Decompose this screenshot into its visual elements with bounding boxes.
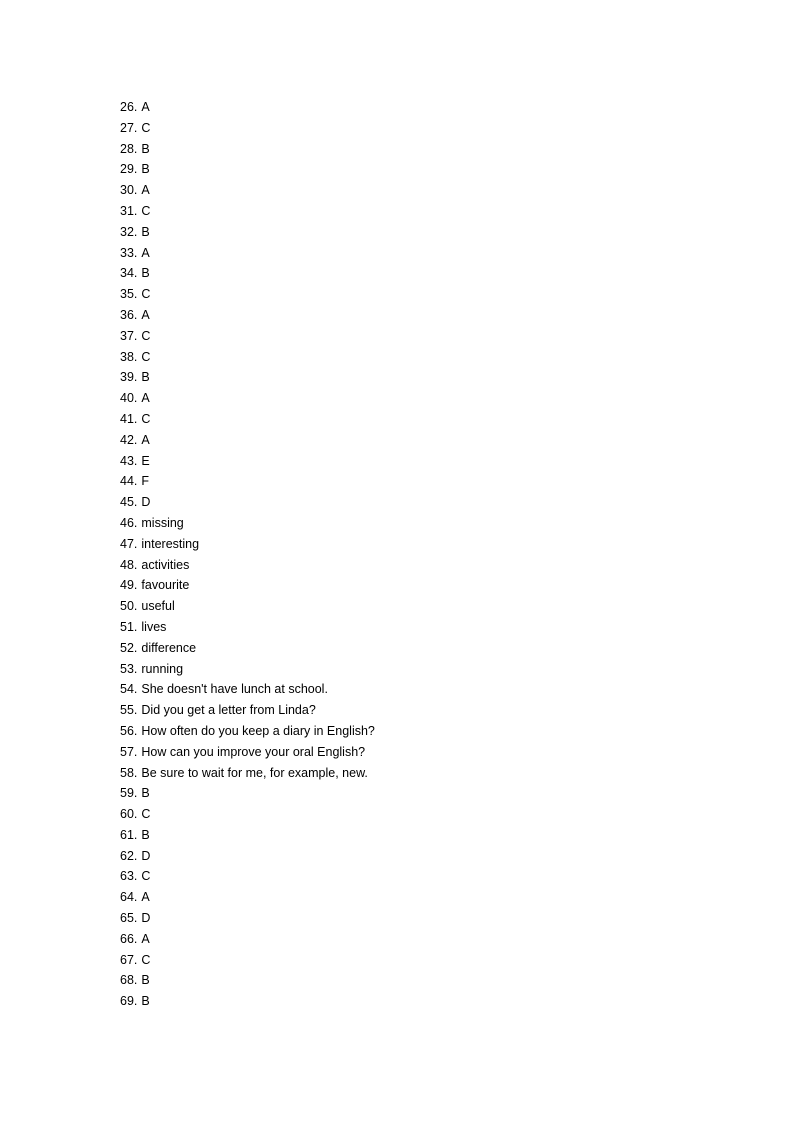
question-number: 62. — [120, 848, 138, 863]
answer-text: A — [141, 432, 150, 447]
answer-text: A — [141, 931, 150, 946]
answer-item — [120, 617, 375, 638]
question-number: 52. — [120, 640, 138, 655]
question-number: 56. — [120, 723, 138, 738]
answer-item — [120, 201, 375, 222]
answer-text: C — [141, 287, 151, 302]
answer-text: C — [141, 952, 151, 967]
question-number: 35. — [120, 287, 138, 302]
answer-text: B — [141, 141, 150, 156]
question-number: 29. — [120, 162, 138, 177]
question-number: 36. — [120, 307, 138, 322]
question-number: 41. — [120, 411, 138, 426]
answer-text: missing — [141, 515, 184, 530]
question-number: 47. — [120, 536, 138, 551]
question-number: 37. — [120, 328, 138, 343]
answer-item — [120, 700, 375, 721]
answer-text: She doesn't have lunch at school. — [141, 682, 328, 697]
answer-text: difference — [141, 640, 197, 655]
answer-item — [120, 513, 375, 534]
answer-item — [120, 263, 375, 284]
question-number: 57. — [120, 744, 138, 759]
answer-item — [120, 471, 375, 492]
answer-item — [120, 305, 375, 326]
question-number: 46. — [120, 515, 138, 530]
answer-text: interesting — [141, 536, 200, 551]
answer-item — [120, 575, 375, 596]
question-number: 32. — [120, 224, 138, 239]
answer-text: Did you get a letter from Linda? — [141, 703, 316, 718]
question-number: 42. — [120, 432, 138, 447]
answer-item — [120, 638, 375, 659]
question-number: 51. — [120, 619, 138, 634]
answer-text: C — [141, 349, 151, 364]
answer-item — [120, 326, 375, 347]
answer-text: running — [141, 661, 184, 676]
answer-item — [120, 846, 375, 867]
answer-text: How can you improve your oral English? — [141, 744, 366, 759]
answer-text: A — [141, 890, 150, 905]
question-number: 28. — [120, 141, 138, 156]
answer-text: B — [141, 370, 150, 385]
answer-item — [120, 534, 375, 555]
answer-item — [120, 866, 375, 887]
answer-text: B — [141, 266, 150, 281]
answer-item — [120, 887, 375, 908]
question-number: 48. — [120, 557, 138, 572]
answer-item — [120, 367, 375, 388]
answer-text: F — [141, 474, 150, 489]
question-number: 43. — [120, 453, 138, 468]
answer-item — [120, 929, 375, 950]
answer-item — [120, 825, 375, 846]
answer-text: C — [141, 411, 151, 426]
answer-text: D — [141, 848, 151, 863]
answer-item — [120, 159, 375, 180]
question-number: 64. — [120, 890, 138, 905]
answer-text: B — [141, 994, 150, 1009]
question-number: 50. — [120, 599, 138, 614]
question-number: 69. — [120, 994, 138, 1009]
answer-text: B — [141, 973, 150, 988]
answer-text: A — [141, 100, 150, 114]
question-number: 53. — [120, 661, 138, 676]
answer-text: B — [141, 224, 150, 239]
answer-text: A — [141, 391, 150, 406]
answer-text: C — [141, 120, 151, 135]
answer-item — [120, 804, 375, 825]
answer-text: favourite — [141, 578, 190, 593]
answer-text: How often do you keep a diary in English? — [141, 723, 375, 738]
question-number: 58. — [120, 765, 138, 780]
answer-item — [120, 243, 375, 264]
answer-text: C — [141, 807, 151, 822]
question-number: 60. — [120, 807, 138, 822]
answer-item — [120, 284, 375, 305]
question-number: 38. — [120, 349, 138, 364]
answer-item — [120, 409, 375, 430]
answer-item — [120, 555, 375, 576]
answer-text: A — [141, 245, 150, 260]
question-number: 26. — [120, 100, 138, 114]
question-number: 54. — [120, 682, 138, 697]
question-number: 67. — [120, 952, 138, 967]
answer-text: D — [141, 495, 151, 510]
answer-text: C — [141, 328, 151, 343]
answer-item — [120, 659, 375, 680]
answer-item — [120, 596, 375, 617]
answer-item — [120, 139, 375, 160]
answer-item — [120, 763, 375, 784]
question-number: 63. — [120, 869, 138, 884]
question-number: 30. — [120, 183, 138, 198]
answer-item — [120, 991, 375, 1012]
answer-item — [120, 970, 375, 991]
answer-item — [120, 679, 375, 700]
answer-text: useful — [141, 599, 175, 614]
question-number: 34. — [120, 266, 138, 281]
answer-item — [120, 97, 375, 118]
answer-text: A — [141, 183, 150, 198]
answer-text: activities — [141, 557, 190, 572]
answer-list — [120, 97, 375, 1012]
answer-text: B — [141, 786, 150, 801]
question-number: 44. — [120, 474, 138, 489]
answer-item — [120, 492, 375, 513]
answer-text: lives — [141, 619, 167, 634]
answer-item — [120, 118, 375, 139]
question-number: 27. — [120, 120, 138, 135]
question-number: 31. — [120, 203, 138, 218]
question-number: 49. — [120, 578, 138, 593]
question-number: 33. — [120, 245, 138, 260]
answer-text: C — [141, 203, 151, 218]
answer-item — [120, 950, 375, 971]
answer-text: B — [141, 162, 150, 177]
answer-item — [120, 388, 375, 409]
question-number: 65. — [120, 911, 138, 926]
answer-text: Be sure to wait for me, for example, new. — [141, 765, 368, 780]
question-number: 39. — [120, 370, 138, 385]
question-number: 66. — [120, 931, 138, 946]
answer-item — [120, 783, 375, 804]
answer-item — [120, 721, 375, 742]
question-number: 68. — [120, 973, 138, 988]
answer-item — [120, 742, 375, 763]
answer-text: D — [141, 911, 151, 926]
answer-item — [120, 451, 375, 472]
question-number: 59. — [120, 786, 138, 801]
question-number: 40. — [120, 391, 138, 406]
answer-item — [120, 180, 375, 201]
question-number: 61. — [120, 827, 138, 842]
answer-text: A — [141, 307, 150, 322]
question-number: 55. — [120, 703, 138, 718]
answer-item — [120, 222, 375, 243]
answer-text: B — [141, 827, 150, 842]
answer-item — [120, 430, 375, 451]
answer-item — [120, 347, 375, 368]
answer-text: E — [141, 453, 150, 468]
answer-item — [120, 908, 375, 929]
answer-text: C — [141, 869, 151, 884]
question-number: 45. — [120, 495, 138, 510]
